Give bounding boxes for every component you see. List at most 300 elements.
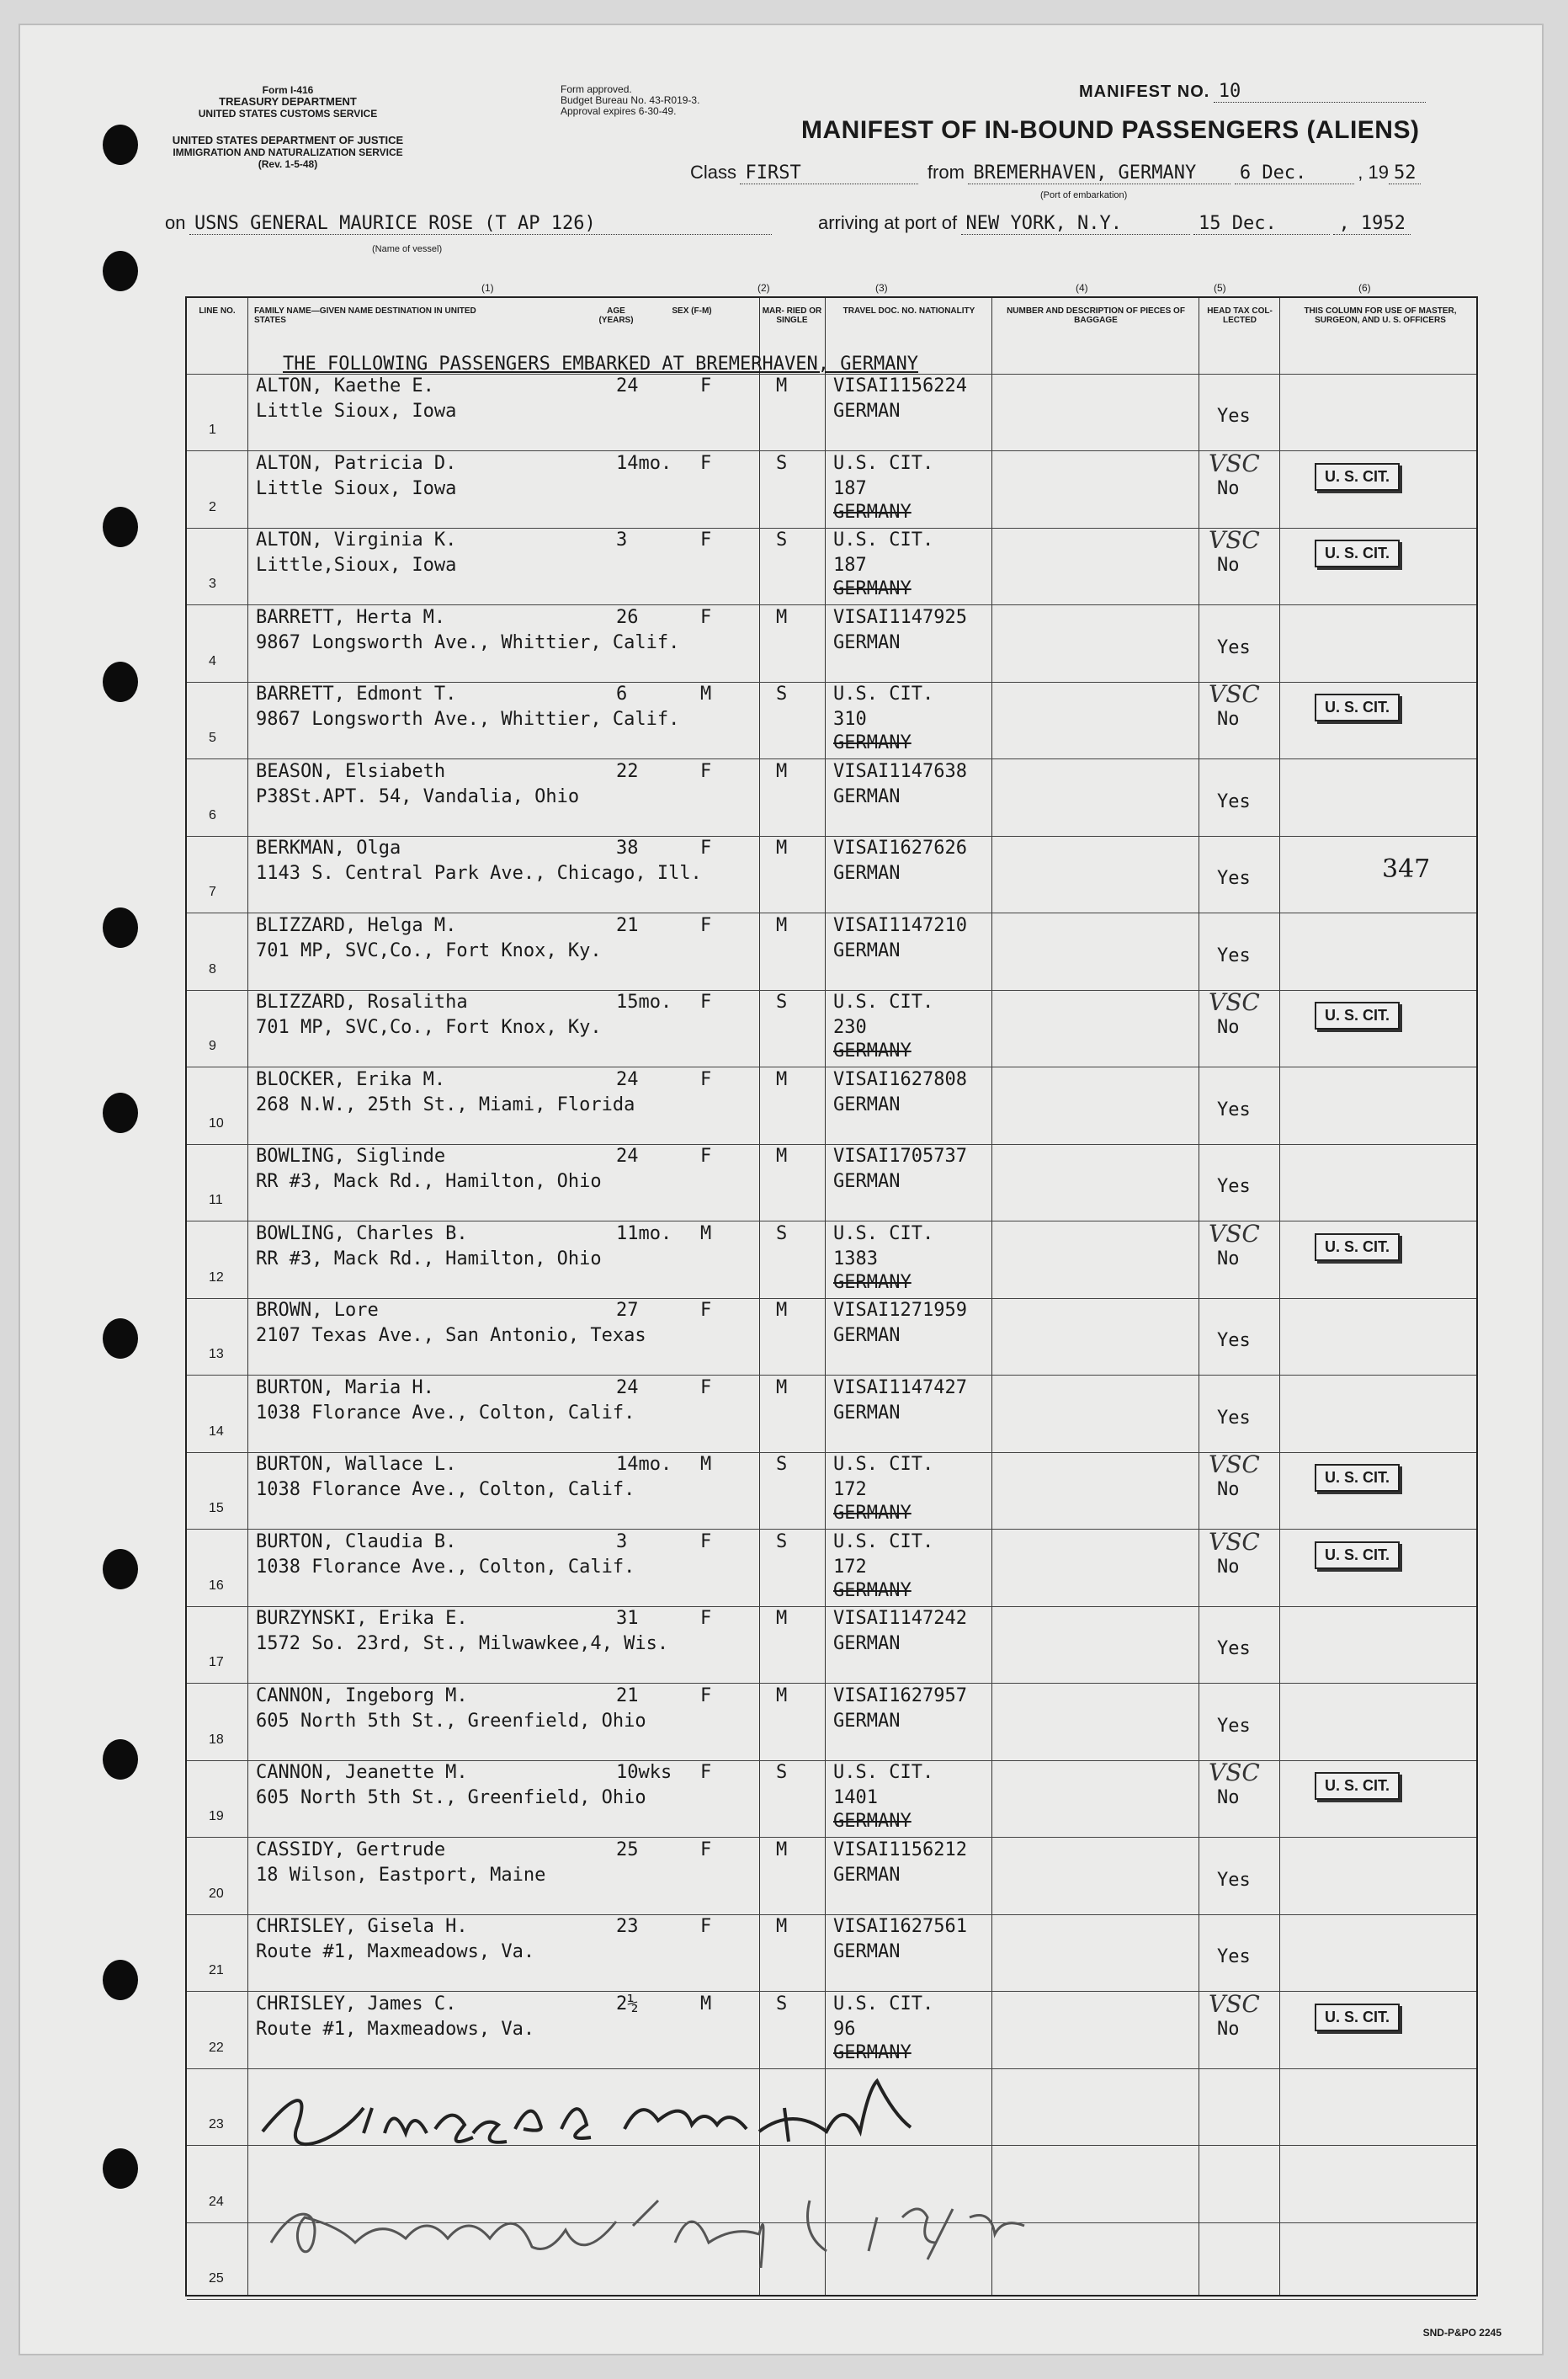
header-officers: THIS COLUMN FOR USE OF MASTER, SURGEON, AND U. S. OFFICERS (1304, 306, 1457, 325)
binder-hole-7 (103, 1318, 138, 1359)
form-revision: (Rev. 1-5-48) (258, 158, 318, 170)
travel-doc: VISAI1147638 (833, 760, 967, 782)
nationality: GERMANY (833, 1811, 912, 1832)
travel-doc: U.S. CIT. (833, 1222, 934, 1244)
head-tax: No (1217, 1556, 1240, 1578)
class-label: Class (690, 162, 737, 183)
table-row (187, 374, 1476, 450)
age: 26 (616, 606, 639, 628)
travel-doc: VISAI1627626 (833, 838, 967, 859)
nationality: GERMANY (833, 1579, 912, 1601)
sex: F (700, 375, 712, 396)
head-tax: Yes (1217, 1407, 1251, 1429)
line-number: 13 (209, 1347, 224, 1361)
sex: F (700, 452, 712, 474)
line-number: 22 (209, 2040, 224, 2055)
travel-doc-detail: GERMAN (833, 1941, 901, 1962)
passenger-name: CHRISLEY, James C. (256, 1993, 457, 2014)
header-baggage: NUMBER AND DESCRIPTION OF PIECES OF BAGGAGE (1007, 306, 1185, 325)
table-row (187, 1067, 1476, 1144)
line-number: 16 (209, 1578, 224, 1593)
destination: 605 North 5th St., Greenfield, Ohio (256, 1787, 646, 1808)
head-tax: Yes (1217, 636, 1251, 658)
column-number-1: (1) (481, 282, 494, 294)
head-tax: Yes (1217, 1946, 1251, 1967)
arrival-line (818, 212, 1411, 235)
sex: M (700, 684, 712, 705)
travel-doc-detail: 96 (833, 2018, 856, 2040)
age: 3 (616, 1530, 628, 1552)
travel-doc: VISAI1147242 (833, 1608, 967, 1629)
line-number: 9 (209, 1039, 216, 1053)
binder-hole-10 (103, 1960, 138, 2000)
nationality: GERMANY (833, 1503, 912, 1524)
from-label: from (927, 162, 965, 183)
destination: 9867 Longsworth Ave., Whittier, Calif. (256, 709, 680, 730)
table-row (187, 451, 1476, 528)
destination: 1038 Florance Ave., Colton, Calif. (256, 1479, 635, 1500)
travel-doc-detail: GERMAN (833, 1171, 901, 1192)
travel-doc-detail: GERMAN (833, 785, 901, 807)
sex: F (700, 914, 712, 936)
travel-doc-detail: GERMAN (833, 1094, 901, 1115)
form-number: Form I-416 (262, 84, 314, 96)
line-number: 2 (209, 499, 216, 514)
us-citizen-stamp: U. S. CIT. (1315, 1541, 1400, 1569)
head-tax: Yes (1217, 868, 1251, 889)
form-block (162, 84, 414, 120)
us-citizen-stamp: U. S. CIT. (1315, 1002, 1400, 1030)
handwritten-vsc: VSC (1209, 1219, 1260, 1248)
passenger-name: BEASON, Elsiabeth (256, 760, 446, 782)
head-tax: Yes (1217, 1638, 1251, 1659)
travel-doc-detail: GERMAN (833, 939, 901, 961)
marital-status: M (776, 1300, 788, 1321)
age: 15mo. (616, 992, 672, 1013)
line-number: 10 (209, 1115, 224, 1131)
head-tax: Yes (1217, 406, 1251, 427)
binder-hole-4 (103, 662, 138, 702)
handwritten-vsc: VSC (1209, 680, 1260, 708)
vessel-line (165, 212, 772, 235)
travel-doc: VISAI1147210 (833, 914, 967, 936)
head-tax: Yes (1217, 1715, 1251, 1737)
arrival-port: NEW YORK, N.Y. (961, 213, 1190, 235)
table-row (187, 1298, 1476, 1375)
destination: 2107 Texas Ave., San Antonio, Texas (256, 1325, 646, 1346)
age: 24 (616, 1146, 639, 1167)
travel-doc-detail: 187 (833, 477, 867, 499)
binder-hole-8 (103, 1549, 138, 1589)
us-citizen-stamp: U. S. CIT. (1315, 694, 1400, 721)
embarkation-port: BREMERHAVEN, GERMANY (968, 162, 1230, 184)
nationality: GERMANY (833, 732, 912, 753)
destination: 1572 So. 23rd, St., Milwawkee,4, Wis. (256, 1633, 669, 1654)
header-age: AGE (YEARS) (598, 306, 634, 325)
binder-hole-6 (103, 1093, 138, 1133)
class-line (690, 162, 1421, 184)
column-number-6: (6) (1358, 282, 1371, 294)
travel-doc: U.S. CIT. (833, 992, 934, 1013)
passenger-name: CASSIDY, Gertrude (256, 1839, 446, 1860)
binder-hole-5 (103, 907, 138, 948)
passenger-name: BERKMAN, Olga (256, 838, 401, 859)
passenger-name: BURTON, Maria H. (256, 1376, 434, 1398)
marital-status: M (776, 760, 788, 782)
manifest-number-value: 10 (1214, 81, 1426, 103)
travel-doc-detail: 1401 (833, 1787, 878, 1808)
head-tax: No (1217, 555, 1240, 576)
age: 6 (616, 684, 628, 705)
table-row (187, 1838, 1476, 1914)
travel-doc-detail: GERMAN (833, 1864, 901, 1886)
printer-code: SND-P&PO 2245 (1422, 2327, 1502, 2339)
passenger-name: ALTON, Patricia D. (256, 452, 457, 474)
handwritten-vsc: VSC (1209, 988, 1260, 1016)
travel-doc-detail: GERMAN (833, 1325, 901, 1346)
table-row (187, 1527, 1476, 1606)
line-number: 5 (209, 731, 216, 745)
sex: F (700, 1376, 712, 1398)
table-row (187, 682, 1476, 758)
line-number: 1 (209, 423, 216, 437)
binder-hole-3 (103, 507, 138, 547)
sex: F (700, 1068, 712, 1090)
age: 3 (616, 530, 628, 551)
marital-status: S (776, 992, 788, 1013)
marital-status: S (776, 1762, 788, 1783)
head-tax: No (1217, 2018, 1240, 2040)
table-row (187, 913, 1476, 990)
marital-status: M (776, 1376, 788, 1398)
marital-status: M (776, 1068, 788, 1090)
travel-doc-detail: 187 (833, 555, 867, 576)
destination: 18 Wilson, Eastport, Maine (256, 1864, 546, 1886)
age: 31 (616, 1608, 639, 1629)
line-number: 25 (209, 2271, 224, 2286)
passenger-name: CANNON, Ingeborg M. (256, 1684, 468, 1706)
travel-doc: U.S. CIT. (833, 1454, 934, 1475)
us-citizen-stamp: U. S. CIT. (1315, 463, 1400, 491)
head-tax: Yes (1217, 945, 1251, 966)
nationality: GERMANY (833, 2041, 912, 2063)
departure-date: 6 Dec. (1235, 162, 1354, 184)
destination: Route #1, Maxmeadows, Va. (256, 2018, 535, 2040)
header-head-tax: HEAD TAX COL- LECTED (1207, 306, 1273, 325)
age: 27 (616, 1300, 639, 1321)
approval-line-2: Budget Bureau No. 43-R019-3. (561, 94, 700, 106)
head-tax: No (1217, 1017, 1240, 1038)
sex: M (700, 1993, 712, 2014)
travel-doc: VISAI1705737 (833, 1146, 967, 1167)
head-tax: No (1217, 1787, 1240, 1808)
marital-status: M (776, 606, 788, 628)
nationality: GERMANY (833, 501, 912, 523)
justice-dept: UNITED STATES DEPARTMENT OF JUSTICE (172, 134, 404, 146)
line-number: 6 (209, 807, 216, 822)
marital-status: M (776, 914, 788, 936)
nationality: GERMANY (833, 1271, 912, 1293)
travel-doc: VISAI1271959 (833, 1300, 967, 1321)
destination: 268 N.W., 25th St., Miami, Florida (256, 1094, 635, 1115)
travel-doc: U.S. CIT. (833, 1762, 934, 1783)
destination: 701 MP, SVC,Co., Fort Knox, Ky. (256, 1017, 602, 1038)
binder-hole-1 (103, 125, 138, 165)
marital-status: M (776, 1839, 788, 1860)
destination: RR #3, Mack Rd., Hamilton, Ohio (256, 1248, 602, 1269)
us-citizen-stamp: U. S. CIT. (1315, 1772, 1400, 1800)
passenger-name: CANNON, Jeanette M. (256, 1762, 468, 1783)
us-citizen-stamp: U. S. CIT. (1315, 1464, 1400, 1492)
class-value: FIRST (740, 162, 918, 184)
age: 2½ (616, 1993, 639, 2014)
marital-status: M (776, 838, 788, 859)
travel-doc-detail: GERMAN (833, 863, 901, 884)
destination: 1038 Florance Ave., Colton, Calif. (256, 1402, 635, 1424)
head-tax: No (1217, 709, 1240, 730)
line-number: 20 (209, 1886, 224, 1901)
marital-status: M (776, 1146, 788, 1167)
age: 11mo. (616, 1222, 672, 1244)
column-number-4: (4) (1076, 282, 1088, 294)
head-tax: No (1217, 477, 1240, 499)
sex: F (700, 1300, 712, 1321)
travel-doc-detail: GERMAN (833, 1710, 901, 1732)
marital-status: M (776, 375, 788, 396)
age: 14mo. (616, 1454, 672, 1475)
header-name: FAMILY NAME—GIVEN NAME DESTINATION IN UNITED STATES (254, 306, 476, 325)
sex: M (700, 1222, 712, 1244)
manifest-page (19, 24, 1544, 2355)
sex: F (700, 1608, 712, 1629)
head-tax: Yes (1217, 790, 1251, 812)
header-travel-doc: TRAVEL DOC. NO. NATIONALITY (842, 306, 975, 316)
us-citizen-stamp: U. S. CIT. (1315, 540, 1400, 567)
table-row (187, 990, 1476, 1067)
head-tax: Yes (1217, 1869, 1251, 1891)
travel-doc: VISAI1156212 (833, 1839, 967, 1860)
destination: 605 North 5th St., Greenfield, Ohio (256, 1710, 646, 1732)
handwritten-vsc: VSC (1209, 1527, 1260, 1556)
table-row (187, 1760, 1476, 1837)
travel-doc: U.S. CIT. (833, 1993, 934, 2014)
passenger-name: BARRETT, Edmont T. (256, 684, 457, 705)
port-note: (Port of embarkation) (1040, 190, 1128, 200)
destination: Little Sioux, Iowa (256, 401, 457, 422)
sex: F (700, 1762, 712, 1783)
table-row (187, 1452, 1476, 1529)
table-row (187, 1606, 1476, 1683)
sex: F (700, 992, 712, 1013)
destination: 1143 S. Central Park Ave., Chicago, Ill. (256, 863, 702, 884)
table-row (187, 1221, 1476, 1298)
table-row (187, 528, 1476, 604)
travel-doc: VISAI1627957 (833, 1684, 967, 1706)
handwritten-vsc: VSC (1209, 1759, 1260, 1786)
travel-doc: VISAI1147427 (833, 1376, 967, 1398)
passenger-name: BLOCKER, Erika M. (256, 1068, 446, 1090)
passenger-name: BOWLING, Charles B. (256, 1222, 468, 1244)
marital-status: S (776, 1530, 788, 1552)
age: 38 (616, 838, 639, 859)
line-number: 3 (209, 577, 216, 591)
sex: F (700, 1839, 712, 1860)
marital-status: S (776, 1222, 788, 1244)
head-tax: No (1217, 1248, 1240, 1269)
passenger-name: ALTON, Kaethe E. (256, 375, 434, 396)
destination: 1038 Florance Ave., Colton, Calif. (256, 1556, 635, 1578)
departure-year-prefix: , 19 (1358, 162, 1389, 183)
passenger-name: BURTON, Wallace L. (256, 1454, 457, 1475)
destination: Little,Sioux, Iowa (256, 555, 457, 576)
sex: F (700, 1530, 712, 1552)
destination: Little Sioux, Iowa (256, 477, 457, 499)
handwritten-number: 347 (1382, 854, 1431, 884)
us-citizen-stamp: U. S. CIT. (1315, 2004, 1400, 2031)
table-row (187, 605, 1476, 682)
line-number: 24 (209, 2194, 224, 2209)
age: 23 (616, 1916, 639, 1937)
column-number-3: (3) (875, 282, 888, 294)
passenger-table (185, 296, 1478, 2297)
marital-status: M (776, 1684, 788, 1706)
table-row (187, 1144, 1476, 1221)
nationality: GERMANY (833, 1040, 912, 1062)
header-sex: SEX (F-M) (672, 306, 712, 316)
travel-doc: U.S. CIT. (833, 1530, 934, 1552)
age: 24 (616, 1068, 639, 1090)
customs-service: UNITED STATES CUSTOMS SERVICE (198, 108, 378, 120)
marital-status: S (776, 1993, 788, 2014)
arrival-year: , 1952 (1333, 213, 1410, 235)
marital-status: M (776, 1916, 788, 1937)
age: 10wks (616, 1762, 672, 1783)
handwritten-vsc: VSC (1209, 526, 1260, 554)
age: 21 (616, 914, 639, 936)
age: 24 (616, 1376, 639, 1398)
age: 22 (616, 760, 639, 782)
vessel-name: USNS GENERAL MAURICE ROSE (T AP 126) (189, 213, 772, 235)
destination: RR #3, Mack Rd., Hamilton, Ohio (256, 1171, 602, 1192)
table-row (187, 759, 1476, 836)
departure-year: 52 (1389, 162, 1422, 184)
marital-status: S (776, 1454, 788, 1475)
handwritten-vsc: VSC (1209, 1450, 1260, 1478)
sex: F (700, 530, 712, 551)
embarkation-banner: THE FOLLOWING PASSENGERS EMBARKED AT BREMERHAVEN, GERMANY (283, 354, 918, 375)
travel-doc-detail: 172 (833, 1479, 867, 1500)
age: 24 (616, 375, 639, 396)
line-number: 18 (209, 1732, 224, 1747)
sex: M (700, 1454, 712, 1475)
justice-block (162, 135, 414, 170)
head-tax: Yes (1217, 1099, 1251, 1120)
head-tax: No (1217, 1479, 1240, 1500)
handwritten-vsc: VSC (1209, 1989, 1260, 2018)
approval-line-1: Form approved. (561, 83, 632, 95)
line-number: 7 (209, 885, 216, 899)
destination: 701 MP, SVC,Co., Fort Knox, Ky. (256, 939, 602, 961)
on-label: on (165, 212, 186, 233)
treasury-dept: TREASURY DEPARTMENT (219, 95, 357, 108)
handwritten-note (237, 2049, 1163, 2268)
line-number: 8 (209, 961, 216, 977)
table-row (187, 836, 1476, 913)
destination: 9867 Longsworth Ave., Whittier, Calif. (256, 631, 680, 653)
marital-status: S (776, 452, 788, 474)
passenger-name: ALTON, Virginia K. (256, 530, 457, 551)
sex: F (700, 1916, 712, 1937)
line-number: 21 (209, 1963, 224, 1977)
sex: F (700, 1146, 712, 1167)
travel-doc: U.S. CIT. (833, 684, 934, 705)
destination: Route #1, Maxmeadows, Va. (256, 1941, 535, 1962)
travel-doc: U.S. CIT. (833, 530, 934, 551)
table-row (187, 1376, 1476, 1452)
manifest-number (1079, 81, 1426, 103)
line-number: 11 (209, 1193, 223, 1207)
nationality: GERMANY (833, 578, 912, 599)
passenger-name: BROWN, Lore (256, 1300, 379, 1321)
sex: F (700, 1684, 712, 1706)
marital-status: S (776, 530, 788, 551)
column-number-5: (5) (1214, 282, 1226, 294)
travel-doc-detail: 230 (833, 1017, 867, 1038)
arrival-date: 15 Dec. (1193, 213, 1330, 235)
sex: F (700, 606, 712, 628)
table-row (187, 1914, 1476, 1991)
line-number: 17 (209, 1655, 224, 1669)
passenger-name: BLIZZARD, Rosalitha (256, 992, 468, 1013)
line-number: 12 (209, 1269, 224, 1285)
travel-doc: VISAI1627808 (833, 1068, 967, 1090)
table-row (187, 1684, 1476, 1760)
vessel-note: (Name of vessel) (372, 244, 443, 254)
binder-hole-9 (103, 1739, 138, 1780)
travel-doc-detail: GERMAN (833, 631, 901, 653)
travel-doc-detail: 1383 (833, 1248, 878, 1269)
passenger-name: BURTON, Claudia B. (256, 1530, 457, 1552)
approval-line-3: Approval expires 6-30-49. (561, 105, 677, 117)
travel-doc-detail: 310 (833, 709, 867, 730)
sex: F (700, 760, 712, 782)
marital-status: M (776, 1608, 788, 1629)
manifest-title: MANIFEST OF IN-BOUND PASSENGERS (ALIENS) (801, 116, 1420, 144)
age: 25 (616, 1839, 639, 1860)
travel-doc: VISAI1627561 (833, 1916, 967, 1937)
passenger-name: BURZYNSKI, Erika E. (256, 1608, 468, 1629)
age: 21 (616, 1684, 639, 1706)
passenger-name: BOWLING, Siglinde (256, 1146, 446, 1167)
header-line-no: LINE NO. (199, 306, 236, 316)
travel-doc: VISAI1147925 (833, 606, 967, 628)
head-tax: Yes (1217, 1330, 1251, 1351)
arriving-label: arriving at port of (818, 212, 958, 233)
line-number: 23 (209, 2117, 224, 2132)
passenger-name: BARRETT, Herta M. (256, 606, 446, 628)
immigration-service: IMMIGRATION AND NATURALIZATION SERVICE (173, 146, 403, 158)
header-married: MAR- RIED OR SINGLE (762, 306, 822, 325)
destination: P38St.APT. 54, Vandalia, Ohio (256, 785, 580, 807)
manifest-number-label: MANIFEST NO. (1079, 82, 1210, 101)
passenger-name: CHRISLEY, Gisela H. (256, 1916, 468, 1937)
passenger-name: BLIZZARD, Helga M. (256, 914, 457, 936)
travel-doc: U.S. CIT. (833, 452, 934, 474)
travel-doc-detail: GERMAN (833, 401, 901, 422)
age: 14mo. (616, 452, 672, 474)
binder-hole-2 (103, 251, 138, 291)
approval-block (561, 84, 699, 117)
